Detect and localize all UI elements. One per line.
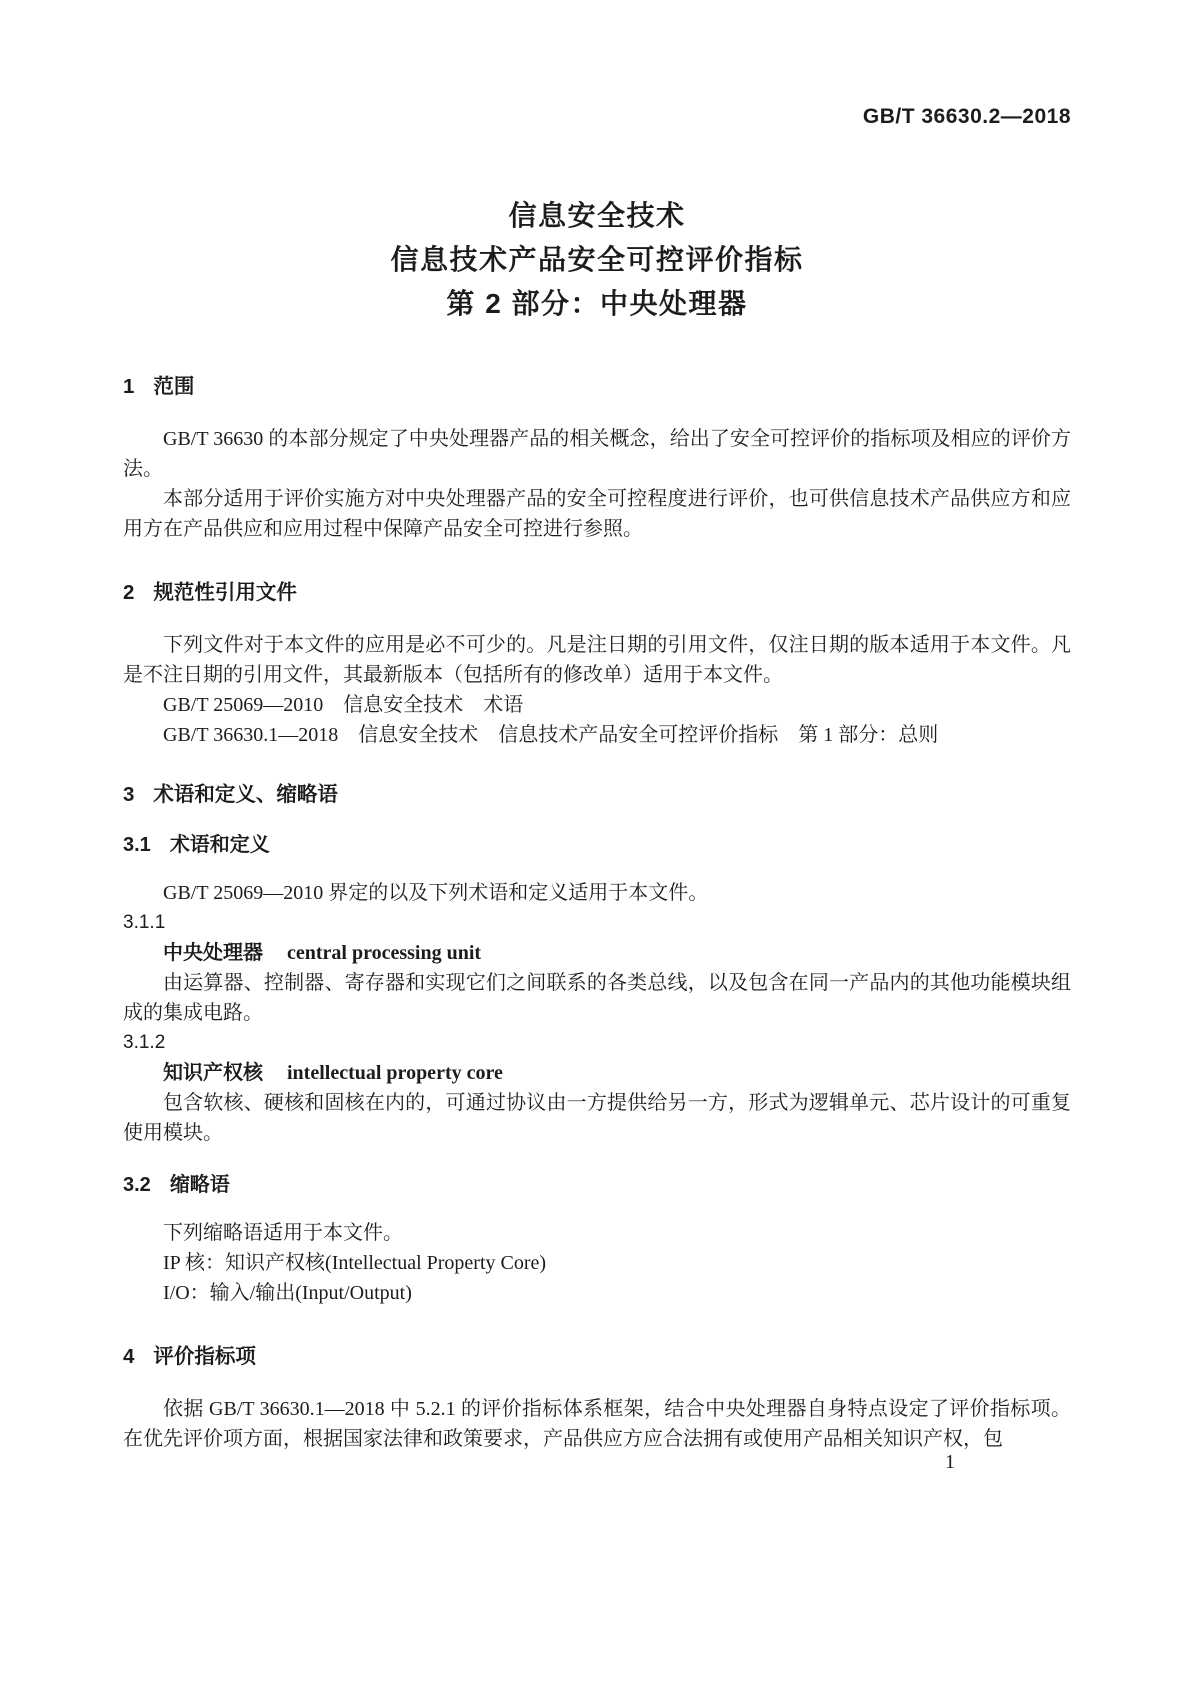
term-chinese-311: 中央处理器 [163,942,263,964]
title-line-3: 第 2 部分：中央处理器 [446,288,748,319]
section-2-title: 规范性引用文件 [153,581,297,604]
page-content [123,0,1071,1454]
term-english-312: intellectual property core [287,1062,503,1084]
term-entry-number-312: 3.1.2 [123,1032,166,1053]
section-3-1-number: 3.1 [123,834,151,856]
section-1-number: 1 [123,375,135,398]
section-3-2-paragraph: 下列缩略语适用于本文件。 [163,1222,403,1244]
section-2-heading [123,580,1071,606]
standard-number: GB/T 36630.2—2018 [862,105,1071,128]
abbreviation-2: I/O：输入/输出(Input/Output) [163,1282,412,1304]
section-3-1-paragraph: GB/T 25069—2010 界定的以及下列术语和定义适用于本文件。 [163,882,709,904]
section-3-2-number: 3.2 [123,1174,151,1196]
section-3-heading [123,782,1071,808]
section-4-number: 4 [123,1345,135,1368]
section-3-2-title: 缩略语 [169,1174,230,1196]
section-1-paragraph-2: 本部分适用于评价实施方对中央处理器产品的安全可控程度进行评价，也可供信息技术产品供应方和应用方在产品供应和应用过程中保障产品安全可控进行参照。 [123,488,1071,540]
document-title [123,194,1071,326]
term-definition-312: 包含软核、硬核和固核在内的，可通过协议由一方提供给另一方，形式为逻辑单元、芯片设计的可重复使用模块。 [123,1092,1071,1144]
section-1-title: 范围 [153,375,195,398]
title-line-1: 信息安全技术 [508,200,686,231]
section-2-number: 2 [123,581,135,604]
term-entry-311 [123,938,1071,968]
title-line-2: 信息技术产品安全可控评价指标 [390,244,804,275]
section-4-title: 评价指标项 [153,1345,256,1368]
term-entry-number-311: 3.1.1 [123,912,166,933]
normative-reference-1: GB/T 25069—2010 信息安全技术 术语 [163,694,524,716]
page-number: 1 [945,1451,955,1473]
section-1-heading [123,374,1071,400]
term-chinese-312: 知识产权核 [163,1062,263,1084]
abbreviation-1: IP 核：知识产权核(Intellectual Property Core) [163,1252,547,1274]
section-1-paragraph-1: GB/T 36630 的本部分规定了中央处理器产品的相关概念，给出了安全可控评价的指标项及相应的评价方法。 [123,428,1071,480]
section-4-paragraph-1: 依据 GB/T 36630.1—2018 中 5.2.1 的评价指标体系框架，结合中央处理器自身特点设定了评价指标项。在优先评价项方面，根据国家法律和政策要求，产品供应方应合法拥有或使用产品相关知识产权，包 [123,1398,1071,1450]
section-3-2-heading [123,1172,1071,1198]
section-3-title: 术语和定义、缩略语 [153,783,338,806]
section-3-number: 3 [123,783,135,806]
section-3-1-heading [123,832,1071,858]
section-3-1-title: 术语和定义 [169,834,270,856]
term-entry-312 [123,1058,1071,1088]
section-2-paragraph-1: 下列文件对于本文件的应用是必不可少的。凡是注日期的引用文件，仅注日期的版本适用于本文件。凡是不注日期的引用文件，其最新版本（包括所有的修改单）适用于本文件。 [123,634,1071,686]
term-definition-311: 由运算器、控制器、寄存器和实现它们之间联系的各类总线，以及包含在同一产品内的其他功能模块组成的集成电路。 [123,972,1071,1024]
term-english-311: central processing unit [287,942,482,964]
normative-reference-2: GB/T 36630.1—2018 信息安全技术 信息技术产品安全可控评价指标 第 1 部分：总则 [163,724,939,746]
section-4-heading [123,1344,1071,1370]
